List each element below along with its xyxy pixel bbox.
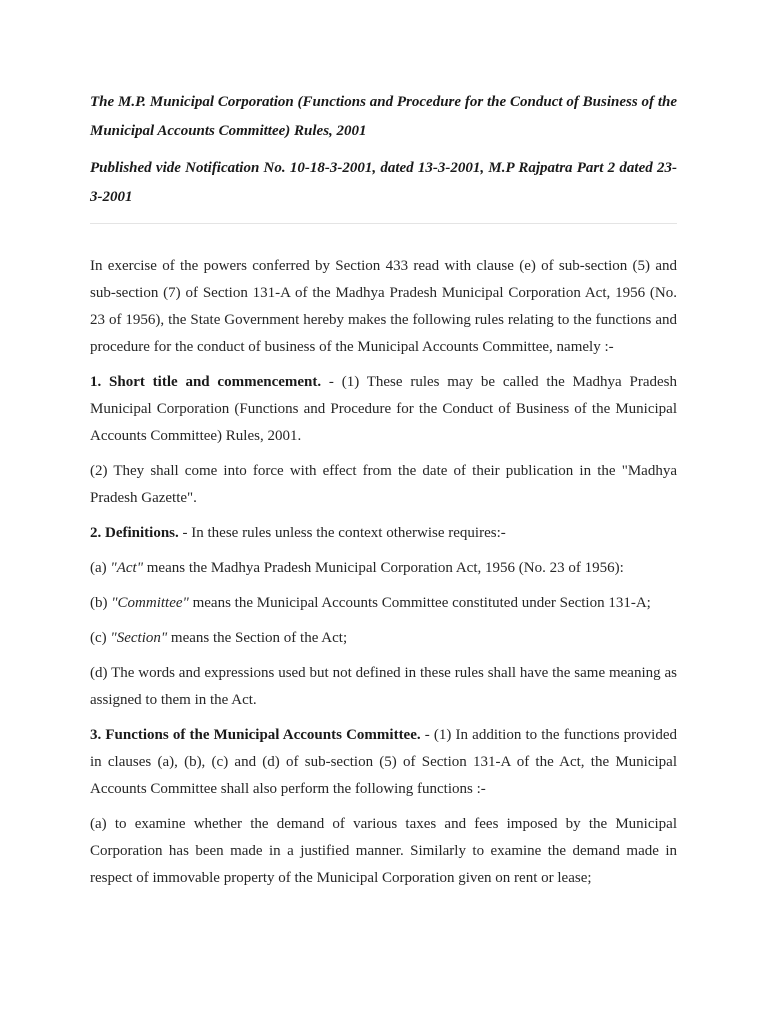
document-page	[90, 88, 677, 892]
rule-3-text: - (1) In addition to the functions provided in clauses (a), (b), (c) and (d) of sub-section (5) of Section 131-A of the Act, the Municipal Accounts Committee shall also perform the following functions :-	[90, 727, 677, 797]
definition-d: (d) The words and expressions used but not defined in these rules shall have the same meaning as assigned to them in the Act.	[90, 665, 677, 708]
definition-b-term: "Committee"	[111, 595, 189, 611]
document-title: The M.P. Municipal Corporation (Functions and Procedure for the Conduct of Business of the Municipal Accounts Committee) Rules, 2001	[90, 94, 677, 139]
publication-note: Published vide Notification No. 10-18-3-2001, dated 13-3-2001, M.P Rajpatra Part 2 dated 23-3-2001	[90, 160, 677, 205]
rule-1-sub-2: (2) They shall come into force with effect from the date of their publication in the "Madhya Pradesh Gazette".	[90, 463, 677, 506]
definition-b-label: (b)	[90, 595, 112, 611]
document-header	[90, 88, 677, 212]
rule-2-text: - In these rules unless the context otherwise requires:-	[178, 525, 506, 541]
rule-3-clause-a: (a) to examine whether the demand of various taxes and fees imposed by the Municipal Corporation has been made in a justified manner. Similarly to examine the demand made in respect of immovable property of the Municipal Corporation given on rent or lease;	[90, 816, 677, 886]
definition-a-text: means the Madhya Pradesh Municipal Corporation Act, 1956 (No. 23 of 1956):	[143, 560, 624, 576]
rule-3-paragraph	[90, 722, 677, 803]
rule-2-paragraph	[90, 520, 677, 547]
document-body	[90, 253, 677, 892]
rule-2-heading: 2. Definitions.	[90, 525, 179, 541]
definition-c-label: (c)	[90, 630, 111, 646]
definition-c-text: means the Section of the Act;	[167, 630, 348, 646]
definition-b-text: means the Municipal Accounts Committee constituted under Section 131-A;	[188, 595, 651, 611]
rule-1-paragraph	[90, 369, 677, 450]
rule-1-heading: 1. Short title and commencement.	[90, 374, 322, 390]
definition-c-term: "Section"	[110, 630, 168, 646]
preamble-paragraph: In exercise of the powers conferred by Section 433 read with clause (e) of sub-section (5) and sub-section (7) of Section 131-A of the Madhya Pradesh Municipal Corporation Act, 1956 (No. 23 of 1956), the State Government hereby makes the following rules relating to the functions and procedure for the conduct of business of the Municipal Accounts Committee, namely :-	[90, 258, 677, 355]
definition-a-term: "Act"	[110, 560, 143, 576]
definition-b	[90, 590, 677, 617]
definition-a	[90, 555, 677, 582]
definition-a-label: (a)	[90, 560, 111, 576]
rule-3-heading: 3. Functions of the Municipal Accounts Committee.	[90, 727, 421, 743]
header-divider	[90, 223, 677, 224]
definition-c	[90, 625, 677, 652]
rule-1-text: - (1) These rules may be called the Madhya Pradesh Municipal Corporation (Functions and Procedure for the Conduct of Business of the Municipal Accounts Committee) Rules, 2001.	[90, 374, 677, 444]
